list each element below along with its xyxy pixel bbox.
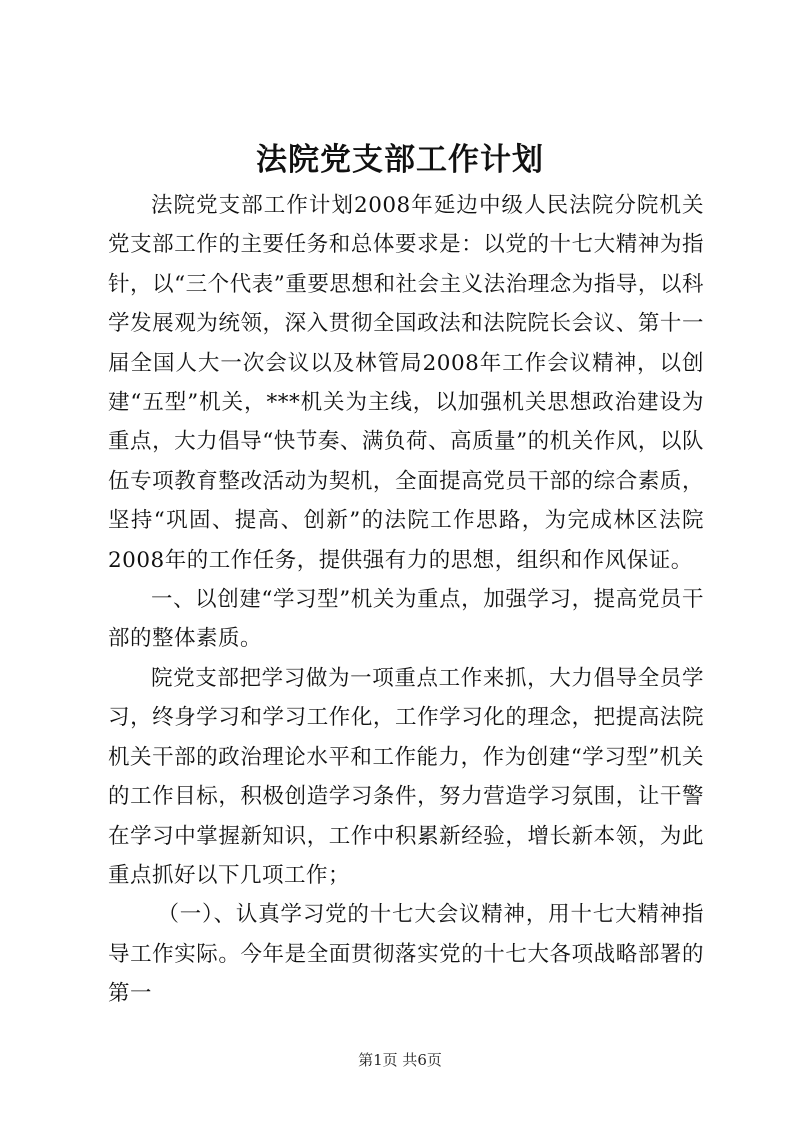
paragraph-subsection-one: （一）、认真学习党的十七大会议精神，用十七大精神指导工作实际。今年是全面贯彻落实党的十七大各项战略部署的第一 bbox=[108, 902, 704, 1007]
paragraph-intro: 法院党支部工作计划2008年延边中级人民法院分院机关党支部工作的主要任务和总体要求是：以党的十七大精神为指针，以“三个代表”重要思想和社会主义法治理念为指导，以科学发展观为统领，深入贯彻全国政法和法院院长会议、第十一届全国人大一次会议以及林管局2008年工作会议精神，以创建“五型”机关，***机关为主线，以加强机关思想政治建设为重点，大力倡导“快节奏、满负荷、高质量”的机关作风，以队伍专项教育整改活动为契机，全面提高党员干部的综合素质，坚持“巩固、提高、创新”的法院工作思路，为完成林区法院2008年的工作任务，提供强有力的思想，组织和作风保证。 bbox=[108, 193, 704, 573]
paragraph-study-plan: 院党支部把学习做为一项重点工作来抓，大力倡导全员学习，终身学习和学习工作化，工作学习化的理念，把提高法院机关干部的政治理论水平和工作能力，作为创建“学习型”机关的工作目标，积极创造学习条件，努力营造学习氛围，让干警在学习中掌握新知识，工作中积累新经验，增长新本领，为此重点抓好以下几项工作； bbox=[108, 665, 704, 888]
paragraph-section-heading: 一、以创建“学习型”机关为重点，加强学习，提高党员干部的整体素质。 bbox=[108, 587, 704, 652]
document-body bbox=[108, 186, 704, 1014]
page-footer: 第1页 共6页 bbox=[358, 1051, 442, 1069]
document-title: 法院党支部工作计划 bbox=[256, 142, 544, 178]
